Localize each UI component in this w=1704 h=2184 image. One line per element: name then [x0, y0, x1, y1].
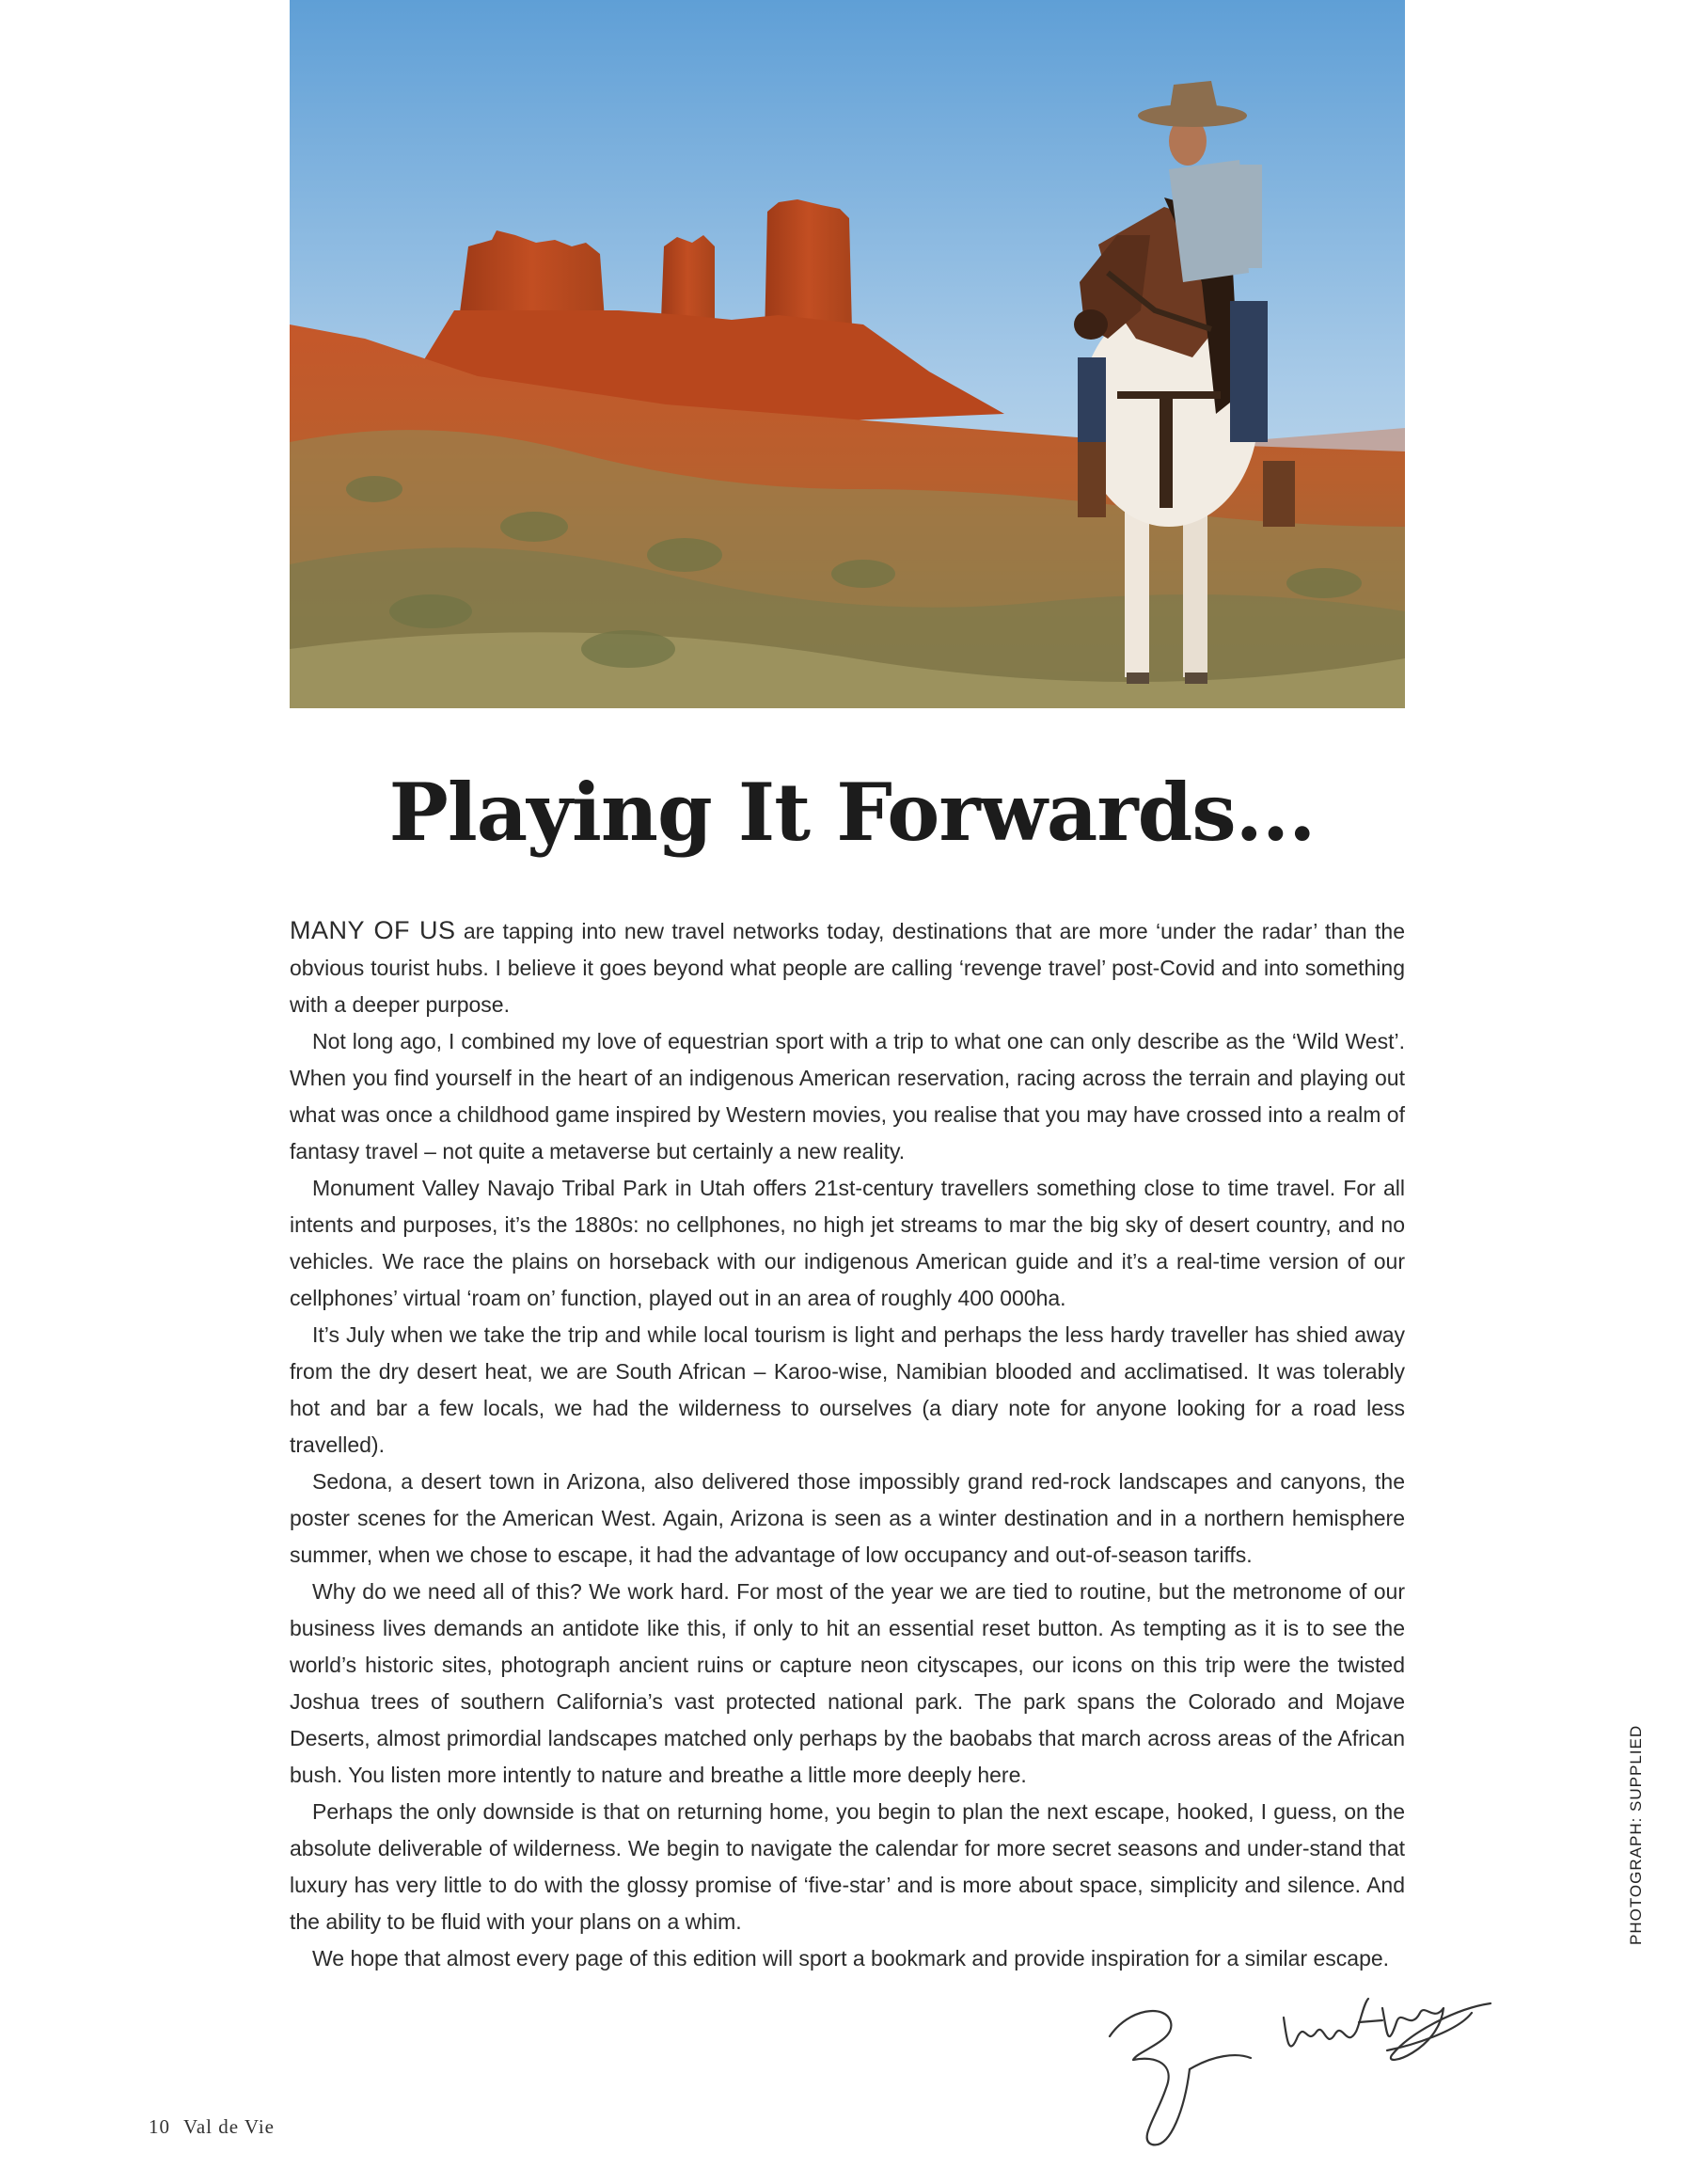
article-paragraph: Perhaps the only downside is that on returning home, you begin to plan the next escape, hooked, I guess, on the absolute deliverable of wilderness. We begin to navigate the calendar for more secret seasons and under-stand that luxury has very little to do with the glossy promise of ‘five-star’ and is more about space, simplicity and silence. And the ability to be fluid with your plans on a whim. — [290, 1799, 1405, 1934]
photo-credit: PHOTOGRAPH: SUPPLIED — [1627, 1724, 1645, 1945]
article-headline: Playing It Forwards... — [388, 766, 1316, 859]
page-number: 10 — [149, 2115, 170, 2138]
article-paragraph: Sedona, a desert town in Arizona, also delivered those impossibly grand red-rock landscapes and canyons, the poster scenes for the American West. Again, Arizona is seen as a winter destination and in a northern hemisphere summer, when we chose to escape, it had the advantage of low occupancy and out-of-season tariffs. — [290, 1469, 1405, 1567]
article-body — [290, 912, 1405, 1977]
author-signature — [1100, 1966, 1495, 2154]
lead-in: MANY OF US — [290, 916, 456, 944]
article-paragraph: We hope that almost every page of this edition will sport a bookmark and provide inspiration for a similar escape. — [312, 1946, 1390, 1970]
article-paragraph: Monument Valley Navajo Tribal Park in Utah offers 21st-century travellers something close to time travel. For all intents and purposes, it’s the 1880s: no cellphones, no high jet streams to mar the big sky of desert country, and no vehicles. We race the plains on horseback with our indigenous American guide and it’s a real-time version of our cellphones’ virtual ‘roam on’ function, played out in an area of roughly 400 000ha. — [290, 1176, 1405, 1310]
paragraph-text: are tapping into new travel networks today, destinations that are more ‘under the radar’ than the obvious tourist hubs. I believe it goes beyond what people are calling ‘revenge travel’ post-Covid and into something with a deeper purpose. — [290, 919, 1405, 1017]
article-paragraph: Not long ago, I combined my love of equestrian sport with a trip to what one can only describe as the ‘Wild West’. When you find yourself in the heart of an indigenous American reservation, racing across the terrain and playing out what was once a childhood game inspired by Western movies, you realise that you may have crossed into a realm of fantasy travel – not quite a metaverse but certainly a new reality. — [290, 1029, 1405, 1163]
butte-middle — [661, 235, 715, 320]
article-paragraph: Why do we need all of this? We work hard. For most of the year we are tied to routine, but the metronome of our business lives demands an antidote like this, if only to hit an essential reset button. As tempting as it is to see the world’s historic sites, photograph ancient ruins or capture neon cityscapes, our icons on this trip were the twisted Joshua trees of southern California’s vast protected national park. The park spans the Colorado and Mojave Deserts, almost primordial landscapes matched only perhaps by the baobabs that march across areas of the African bush. You listen more intently to nature and breathe a little more deeply here. — [290, 1579, 1405, 1787]
butte-left — [459, 230, 605, 320]
hero-photo-cowboy-monument-valley — [290, 0, 1405, 708]
page-footer — [149, 2115, 275, 2139]
magazine-name: Val de Vie — [183, 2115, 275, 2138]
article-paragraph: It’s July when we take the trip and while local tourism is light and perhaps the less hardy traveller has shied away from the dry desert heat, we are South African – Karoo-wise, Namibian blooded and acclimatised. It was tolerably hot and bar a few locals, we had the wilderness to ourselves (a diary note for anyone looking for a road less travelled). — [290, 1322, 1405, 1457]
article-paragraph — [290, 912, 1405, 1023]
